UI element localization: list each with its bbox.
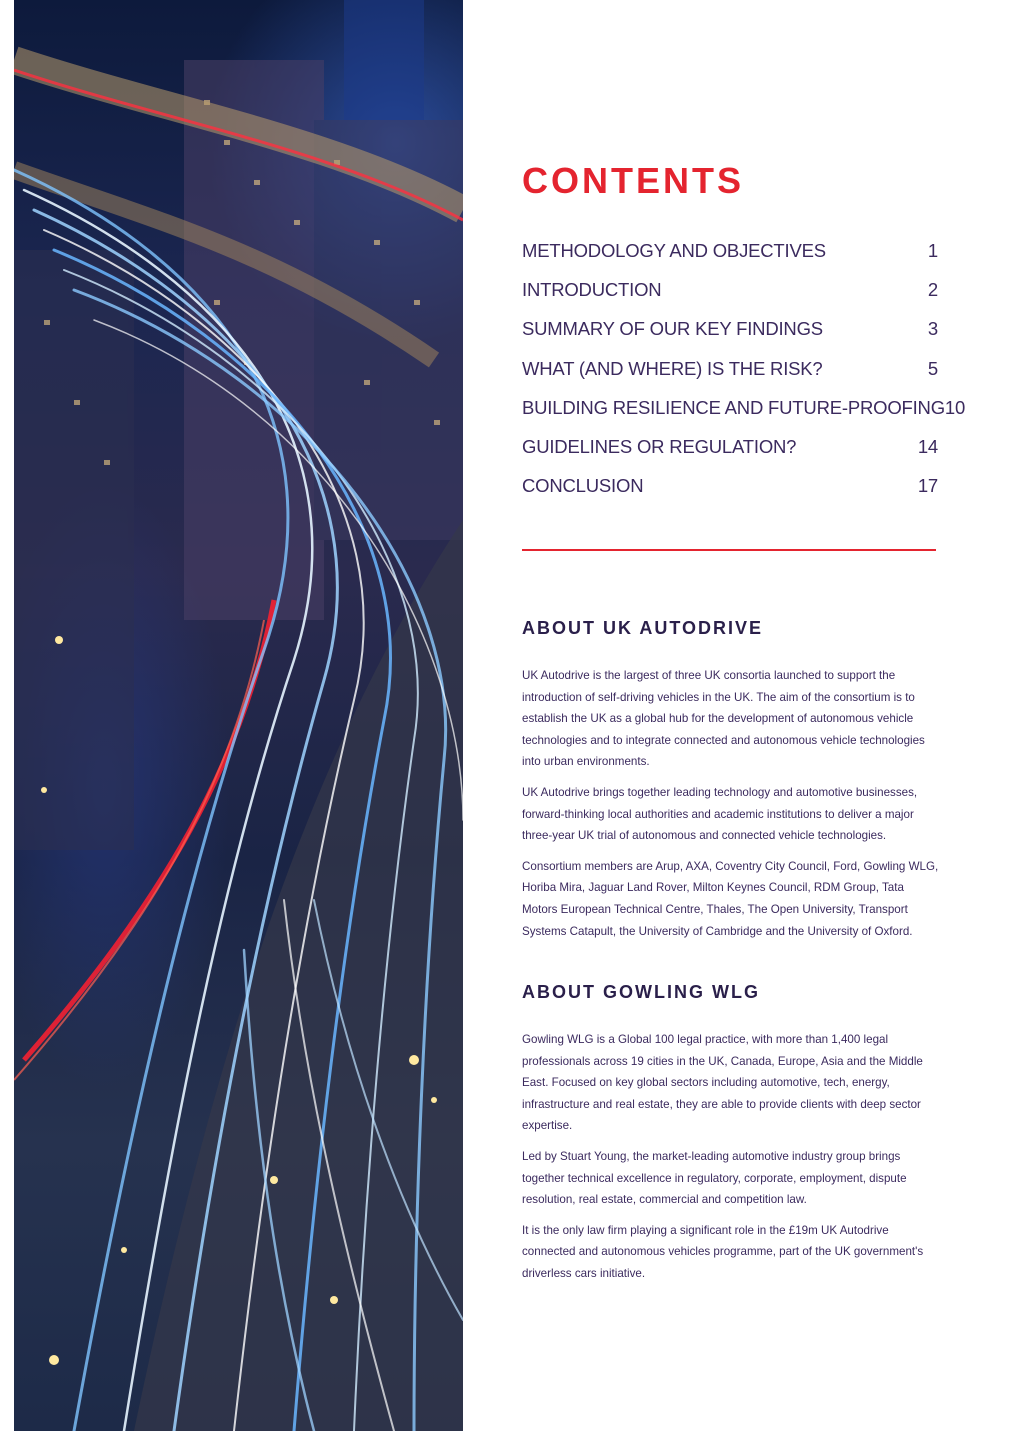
toc-item-label: GUIDELINES OR REGULATION?	[522, 435, 797, 457]
light-trails-illustration	[14, 0, 463, 1431]
toc-item[interactable]	[522, 240, 938, 279]
about-gowling-heading: ABOUT GOWLING WLG	[522, 982, 760, 1002]
section-divider	[522, 549, 936, 551]
toc-item-page: 5	[927, 357, 938, 379]
about-autodrive-paragraph: UK Autodrive is the largest of three UK consortia launched to support the introduction of self-driving vehicles in the UK. The aim of the consortium is to establish the UK as a global hub for the development of autonomous vehicle technologies and to integrate connected and autonomous vehicle technologies into urban environments.	[522, 669, 925, 769]
toc-item-page: 17	[917, 475, 938, 497]
toc-item-page: 10	[944, 396, 966, 418]
toc-item-page: 2	[927, 279, 938, 301]
toc-item[interactable]	[522, 279, 938, 318]
about-autodrive-heading: ABOUT UK AUTODRIVE	[522, 618, 764, 638]
toc-item-label: BUILDING RESILIENCE AND FUTURE-PROOFING	[522, 396, 945, 418]
toc-item-label: INTRODUCTION	[522, 279, 662, 301]
toc-item-label: METHODOLOGY AND OBJECTIVES	[522, 240, 826, 261]
contents-title: CONTENTS	[522, 160, 744, 201]
about-gowling-paragraph: It is the only law firm playing a significant role in the £19m UK Autodrive connected and autonomous vehicles programme, part of the UK government's driverless cars initiative.	[522, 1223, 924, 1280]
toc-item[interactable]	[522, 475, 938, 514]
toc-item[interactable]	[522, 396, 966, 436]
about-gowling-paragraph: Led by Stuart Young, the market-leading automotive industry group brings together technical excellence in regulatory, corporate, employment, dispute resolution, real estate, commercial and competition law.	[522, 1149, 907, 1207]
toc-item-page: 3	[927, 318, 938, 340]
toc-item[interactable]	[522, 436, 938, 475]
toc-item-label: CONCLUSION	[522, 475, 644, 497]
table-of-contents	[522, 240, 966, 514]
about-autodrive-paragraph: Consortium members are Arup, AXA, Coventry City Council, Ford, Gowling WLG, Horiba Mira, Jaguar Land Rover, Milton Keynes Council, RDM Group, Tata Motors European Technical Centre, Thales, The Open University, Transport Systems Catapult, the University of Cambridge and the University of Oxford.	[522, 859, 939, 938]
about-autodrive-body	[522, 665, 940, 951]
about-gowling-paragraph: Gowling WLG is a Global 100 legal practice, with more than 1,400 legal professionals across 19 cities in the UK, Canada, Europe, Asia and the Middle East. Focused on key global sectors including automotive, tech, energy, infrastructure and real estate, they are able to provide clients with deep sector expertise.	[522, 1033, 923, 1133]
toc-item-page: 1	[927, 240, 938, 261]
toc-item[interactable]	[522, 358, 938, 397]
highway-light-trails-photo	[14, 0, 463, 1431]
about-gowling-body	[522, 1029, 940, 1294]
about-autodrive-paragraph: UK Autodrive brings together leading technology and automotive businesses, forward-thinking local authorities and academic institutions to deliver a major three-year UK trial of autonomous and connected vehicle technologies.	[522, 785, 918, 843]
toc-item-page: 14	[917, 435, 938, 457]
toc-item-label: WHAT (AND WHERE) IS THE RISK?	[522, 357, 823, 379]
toc-item[interactable]	[522, 318, 938, 357]
toc-item-label: SUMMARY OF OUR KEY FINDINGS	[522, 318, 823, 340]
